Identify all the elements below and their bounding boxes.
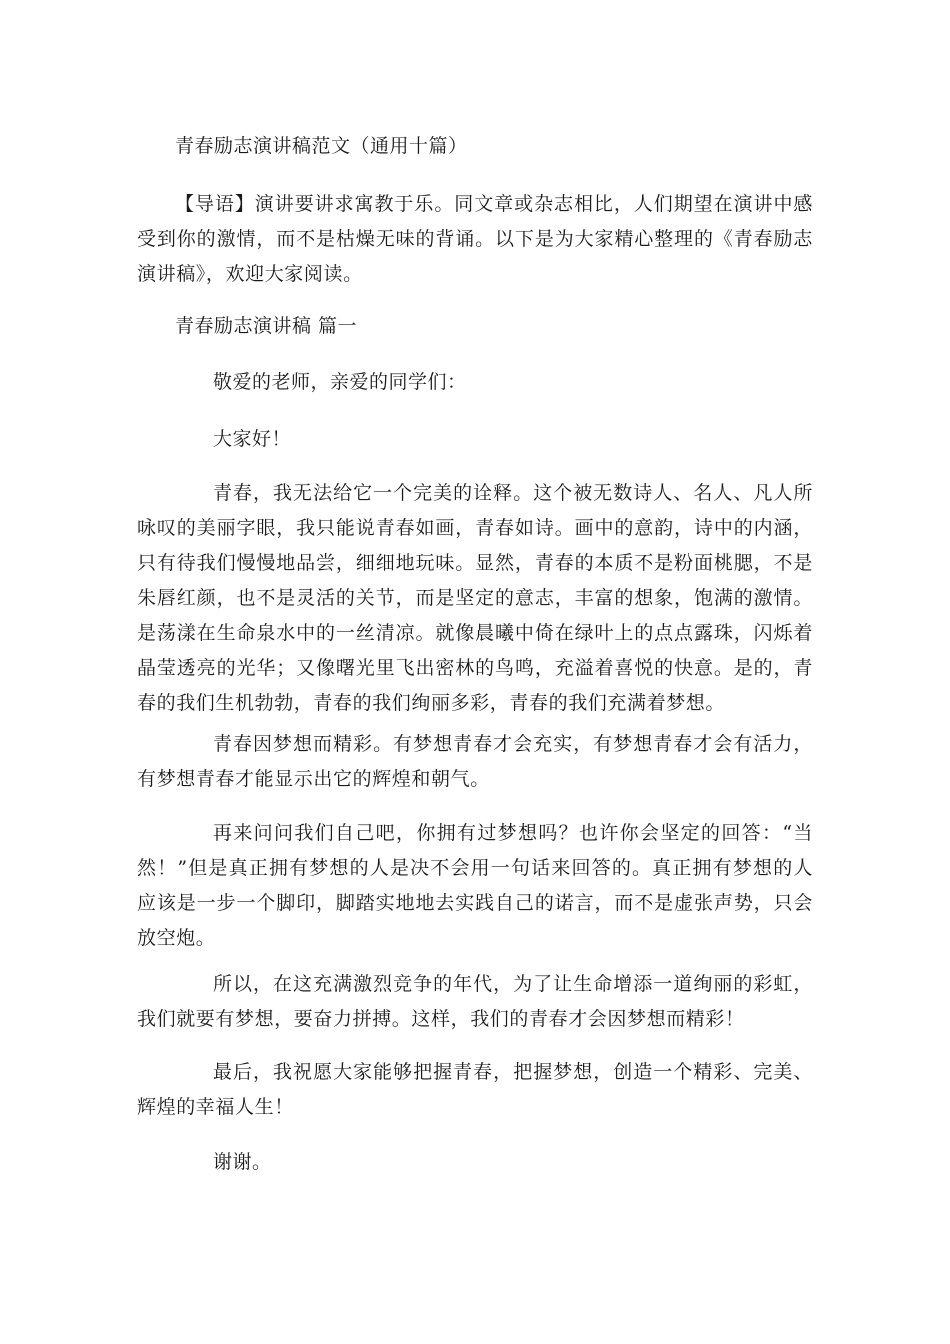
body-paragraph: 所以，在这充满激烈竞争的年代，为了让生命增添一道绚丽的彩虹，我们就要有梦想，要奋力拼搏。这样，我们的青春才会因梦想而精彩！: [137, 973, 813, 1030]
intro-paragraph: 【导语】演讲要讲求寓教于乐。同文章或杂志相比，人们期望在演讲中感受到你的激情，而不是枯燥无味的背诵。以下是为大家精心整理的《青春励志演讲稿》，欢迎大家阅读。: [137, 193, 813, 285]
body-paragraph: 最后，我祝愿大家能够把握青春，把握梦想，创造一个精彩、完美、辉煌的幸福人生！: [137, 1061, 813, 1118]
salutation: 敬爱的老师，亲爱的同学们：: [213, 371, 467, 393]
body-paragraph: 青春，我无法给它一个完美的诠释。这个被无数诗人、名人、凡人所咏叹的美丽字眼，我只能说青春如画，青春如诗。画中的意韵，诗中的内涵，只有待我们慢慢地品尝，细细地玩味。显然，青春的本质不是粉面桃腮，不是朱唇红颜，也不是灵活的关节，而是坚定的意志，丰富的想象，饱满的激情。是荡漾在生命泉水中的一丝清凉。就像晨曦中倚在绿叶上的点点露珠，闪烁着晶莹透亮的光华；又像曙光里飞出密林的鸟鸣，充溢着喜悦的快意。是的，青春的我们生机勃勃，青春的我们绚丽多彩，青春的我们充满着梦想。: [137, 482, 813, 714]
document-title: 青春励志演讲稿范文（通用十篇）: [175, 135, 468, 157]
body-paragraph: 青春因梦想而精彩。有梦想青春才会充实，有梦想青春才会有活力，有梦想青春才能显示出它的辉煌和朝气。: [137, 733, 813, 790]
closing: 谢谢。: [213, 1151, 272, 1173]
body-paragraph: 再来问问我们自己吧，你拥有过梦想吗？也许你会坚定的回答：“当然！”但是真正拥有梦想的人是决不会用一句话来回答的。真正拥有梦想的人应该是一步一个脚印，脚踏实地地去实践自己的诺言，而不是虚张声势，只会放空炮。: [137, 822, 813, 949]
section-heading: 青春励志演讲稿 篇一: [175, 315, 358, 337]
greeting: 大家好！: [213, 428, 292, 450]
